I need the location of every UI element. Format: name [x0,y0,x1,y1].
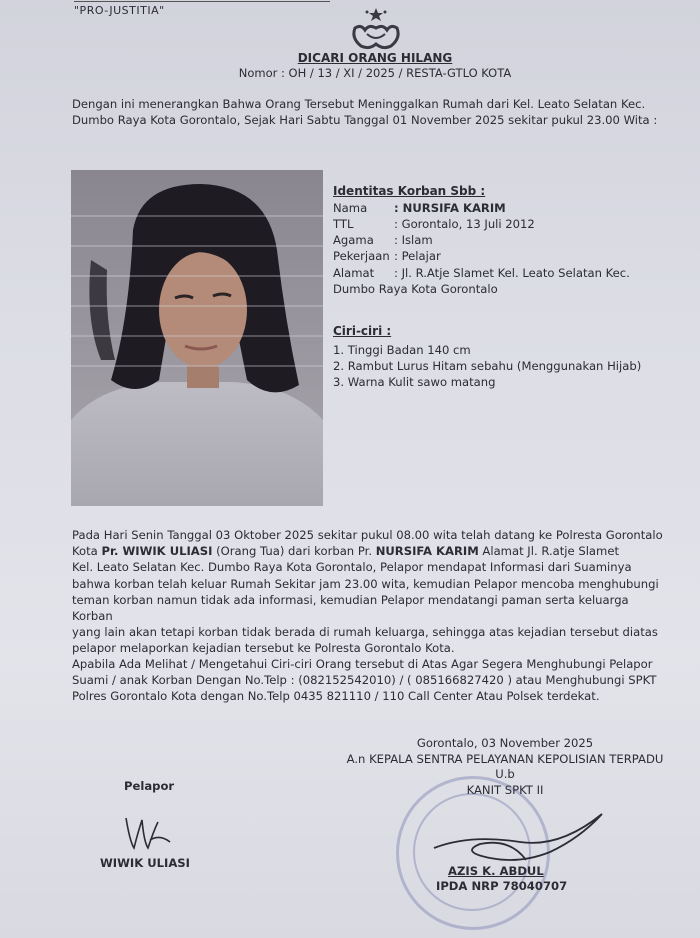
report-line: Kel. Leato Selatan Kec. Dumbo Raya Kota Gorontalo, Pelapor mendapat Informasi dari Suaminya [72,560,632,575]
address-continued: Dumbo Raya Kota Gorontalo [333,282,498,296]
report-text: (Orang Tua) dari korban Pr. [212,544,376,559]
report-line [72,543,672,559]
identity-heading: Identitas Korban Sbb : [333,184,486,198]
contact-line: Polres Gorontalo Kota dengan No.Telp 0435 821110 / 110 Call Center Atau Polsek terdekat. [72,689,600,704]
notice-number: Nomor : OH / 13 / XI / 2025 / RESTA-GTLO KOTA [238,66,512,80]
contact-line: Suami / anak Korban Dengan No.Telp : (082152542010) / ( 085166827420 ) atau Menghubungi SPKT [72,673,657,688]
pro-justitia-label: "PRO-JUSTITIA" [74,4,165,17]
identity-label: Pekerjaan [333,249,390,263]
identity-value: : Islam [394,233,433,247]
identity-value: : NURSIFA KARIM [394,201,506,215]
reporter-name-inline: Pr. WIWIK ULIASI [101,544,213,559]
contact-line: Apabila Ada Melihat / Mengetahui Ciri-ciri Orang tersebut di Atas Agar Segera Menghubungi Pelapor [72,657,653,671]
identity-row-address [333,265,673,297]
intro-line: Dengan ini menerangkan Bahwa Orang Tersebut Meninggalkan Rumah dari Kel. Leato Selatan Kec. [72,97,646,111]
reporter-name: WIWIK ULIASI [100,856,190,870]
victim-name-inline: NURSIFA KARIM [375,544,479,559]
list-item: 3. Warna Kulit sawo matang [333,375,496,390]
kanit-label: KANIT SPKT II [466,782,544,797]
identity-label: TTL [333,217,354,231]
identity-row-religion [333,233,433,247]
report-text: Kota [72,544,102,559]
reporter-label: Pelapor [124,779,175,793]
intro-paragraph [72,96,672,128]
identity-label: Nama [333,201,368,215]
identity-row-ttl [333,217,535,231]
official-nrp: IPDA NRP 78040707 [436,879,568,893]
identity-row-name [333,201,506,215]
intro-line: Dumbo Raya Kota Gorontalo, Sejak Hari Sabtu Tanggal 01 November 2025 sekitar pukul 23.00 Wita : [72,113,658,128]
report-line: pelapor melaporkan kejadian tersebut ke Polresta Gorontalo Kota. [72,641,455,656]
report-line: teman korban namun tidak ada informasi, kemudian Pelapor mendatangi paman serta keluarga Korban [72,592,629,624]
reporter-signature-icon [120,812,176,852]
top-rule [74,1,330,2]
contact-paragraph [72,656,672,705]
characteristics-heading: Ciri-ciri : [333,324,392,338]
identity-row-occupation [333,249,441,263]
official-signature-block [320,736,690,798]
report-line: Pada Hari Senin Tanggal 03 Oktober 2025 sekitar pukul 08.00 wita telah datang ke Polresta Gorontalo [72,528,663,542]
ub-label: U.b [495,767,515,781]
official-signature-icon [430,808,610,870]
characteristics-list [333,342,641,391]
police-emblem-icon [347,6,405,52]
identity-label: Agama [333,233,374,247]
report-line: bahwa korban telah keluar Rumah Sekitar jam 23.00 wita, kemudian Pelapor mencoba menghubungi [72,576,659,591]
place-date: Gorontalo, 03 November 2025 [416,736,594,750]
on-behalf-of: A.n KEPALA SENTRA PELAYANAN KEPOLISIAN TERPADU [346,751,664,766]
notice-title: DICARI ORANG HILANG [297,51,453,65]
identity-label: Alamat [333,266,375,280]
report-text: Alamat Jl. R.atje Slamet [478,544,619,559]
list-item: 2. Rambut Lurus Hitam sebahu (Menggunakan Hijab) [333,359,642,374]
identity-value: : Pelajar [394,249,441,263]
official-name: AZIS K. ABDUL [448,864,544,878]
victim-photo-image [71,170,323,506]
identity-value: : Gorontalo, 13 Juli 2012 [394,217,535,231]
report-line: yang lain akan tetapi korban tidak berada di rumah keluarga, sehingga atas kejadian tersebut diatas [72,625,658,640]
list-item: 1. Tinggi Badan 140 cm [333,343,471,357]
identity-value: : Jl. R.Atje Slamet Kel. Leato Selatan Kec. [394,266,630,280]
victim-photo [71,170,323,506]
report-paragraph [72,527,672,657]
